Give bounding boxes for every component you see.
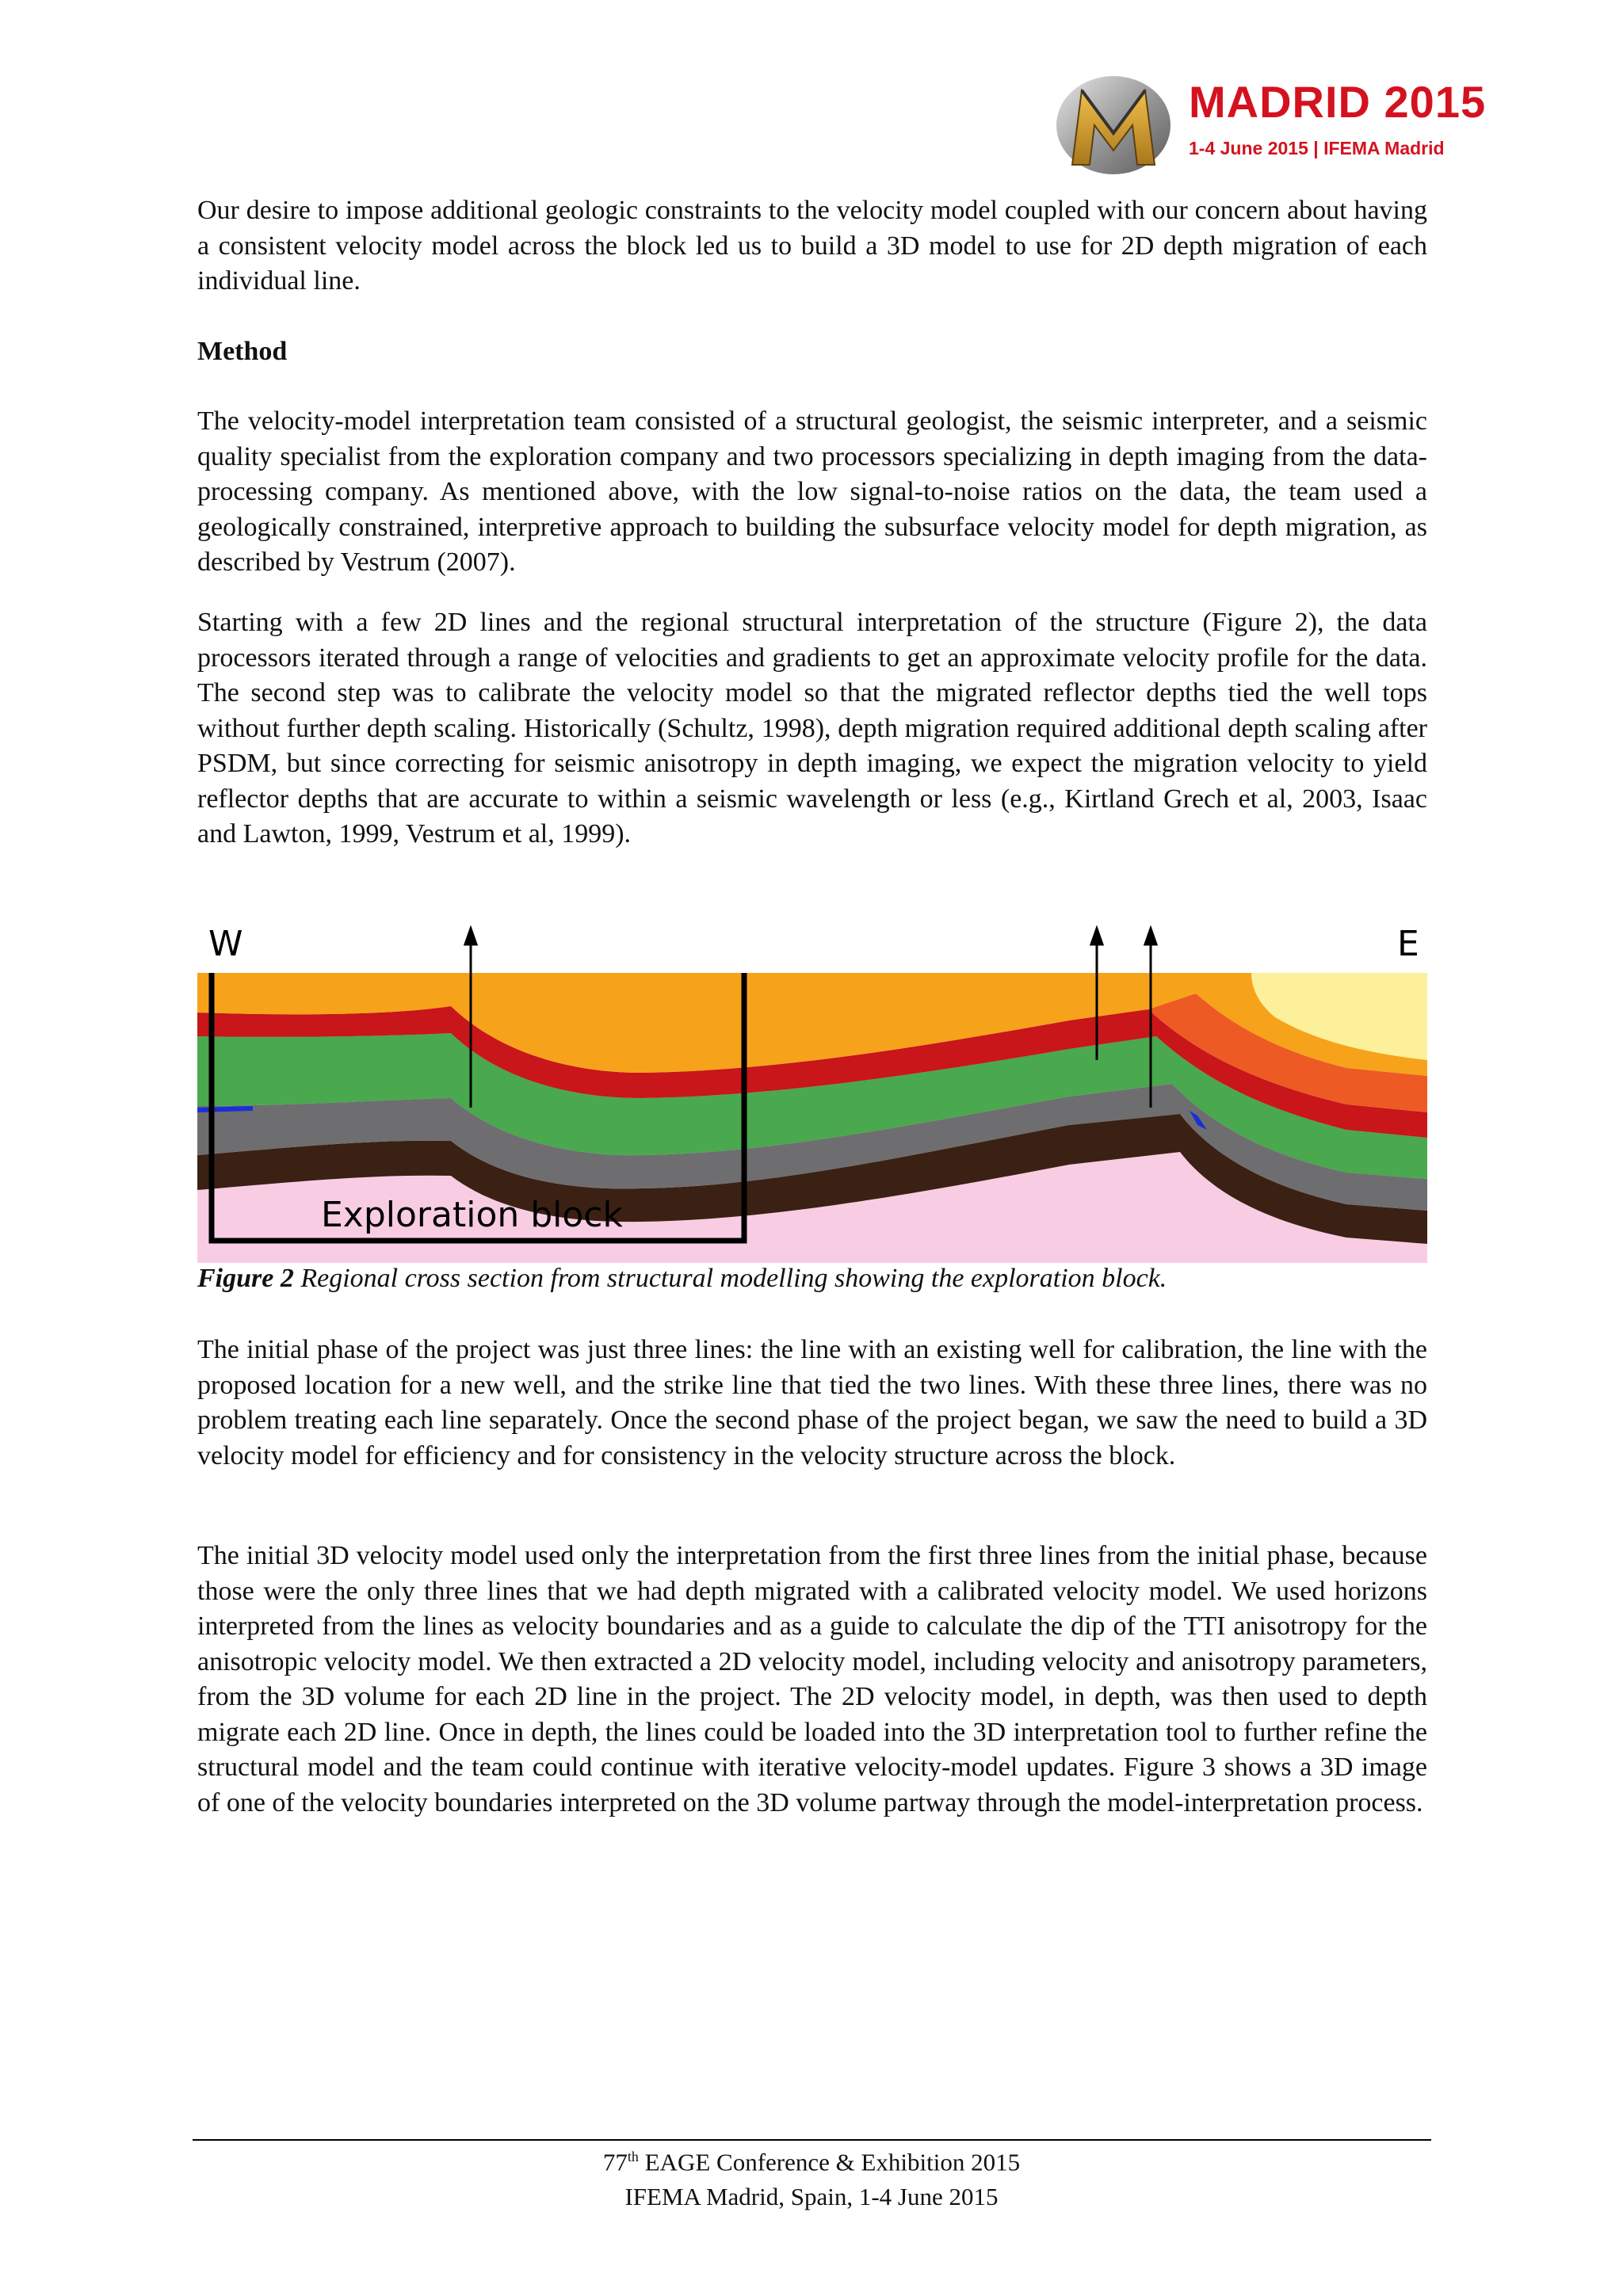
well-arrow-1-head bbox=[465, 929, 476, 944]
footer-conference-name: EAGE Conference & Exhibition 2015 bbox=[638, 2148, 1021, 2176]
caption-text: Regional cross section from structural modelling showing the exploration block. bbox=[293, 1264, 1167, 1293]
logo-subtitle: 1-4 June 2015 | IFEMA Madrid bbox=[1189, 138, 1445, 158]
label-west: W bbox=[208, 924, 243, 964]
section-heading-method: Method bbox=[197, 337, 288, 366]
logo-title: MADRID 2015 bbox=[1189, 77, 1487, 127]
paragraph-intro: Our desire to impose additional geologic constraints to the velocity model coupled with our concern about having a consistent velocity model across the block led us to build a 3D model to use for 2D depth migration of each individual line. bbox=[197, 196, 1427, 296]
footer-edition-number: 77 bbox=[602, 2148, 628, 2176]
paragraph-calibration: Starting with a few 2D lines and the regional structural interpretation of the structure (Figure 2), the data processors iterated through a range of velocities and gradients to get an approximate velocity profile for the data. The second step was to calibrate the velocity model so that the migrated reflector depths tied the well tops without further depth scaling. Historically (Schultz, 1998), depth migration required additional depth scaling after PSDM, but since correcting for seismic anisotropy in depth imaging, we expect the migration velocity to yield reflector depths that are accurate to within a seismic wavelength or less (e.g., Kirtland Grech et al, 2003, Isaac and Lawton, 1999, Vestrum et al, 1999). bbox=[197, 608, 1427, 849]
madrid-m-emblem-icon bbox=[1050, 63, 1193, 182]
figure-caption bbox=[197, 1261, 1167, 1296]
caption-label: Figure 2 bbox=[197, 1264, 294, 1293]
footer-line-1 bbox=[0, 2139, 1623, 2180]
well-arrow-2-head bbox=[1091, 929, 1102, 944]
footer-edition-suffix: th bbox=[627, 2149, 639, 2164]
paragraph-phases: The initial phase of the project was just three lines: the line with an existing well for calibration, the line with the proposed location for a new well, and the strike line that tied the two lines. With these three lines, there was no problem treating each line separately. Once the second phase of the project began, we saw the need to build a 3D velocity model for efficiency and for consistency in the velocity structure across the block. bbox=[197, 1335, 1427, 1470]
footer-line-2: IFEMA Madrid, Spain, 1-4 June 2015 bbox=[624, 2183, 999, 2211]
footer bbox=[0, 2139, 1623, 2214]
label-east: E bbox=[1397, 924, 1419, 964]
paragraph-3d-model: The initial 3D velocity model used only the interpretation from the first three lines from the initial phase, because those were the only three lines that we had depth migrated with a calibrated velocity model. We used horizons interpreted from the lines as velocity boundaries and as a guide to calculate the dip of the TTI anisotropy for the anisotropic velocity model. We then extracted a 2D velocity model, including velocity and anisotropy parameters, from the 3D volume for each 2D line in the project. The 2D velocity model, in depth, was then used to depth migrate each 2D line. Once in depth, the lines could be loaded into the 3D interpretation tool to further refine the structural model and the team could continue with iterative velocity-model updates. Figure 3 shows a 3D image of one of the velocity boundaries interpreted on the 3D volume partway through the model-interpretation process. bbox=[197, 1541, 1427, 1817]
paragraph-team: The velocity-model interpretation team consisted of a structural geologist, the seismic interpreter, and a seismic quality specialist from the exploration company and two processors specializing in depth imaging from the data-processing company. As mentioned above, with the low signal-to-noise ratios on the data, the team used a geologically constrained, interpretive approach to building the subsurface velocity model for depth migration, as described by Vestrum (2007). bbox=[197, 406, 1427, 577]
figure-2-cross-section bbox=[197, 917, 1427, 1263]
well-arrow-3-head bbox=[1145, 929, 1156, 944]
conference-logo bbox=[1050, 63, 1487, 182]
exploration-block-label: Exploration block bbox=[321, 1195, 623, 1235]
